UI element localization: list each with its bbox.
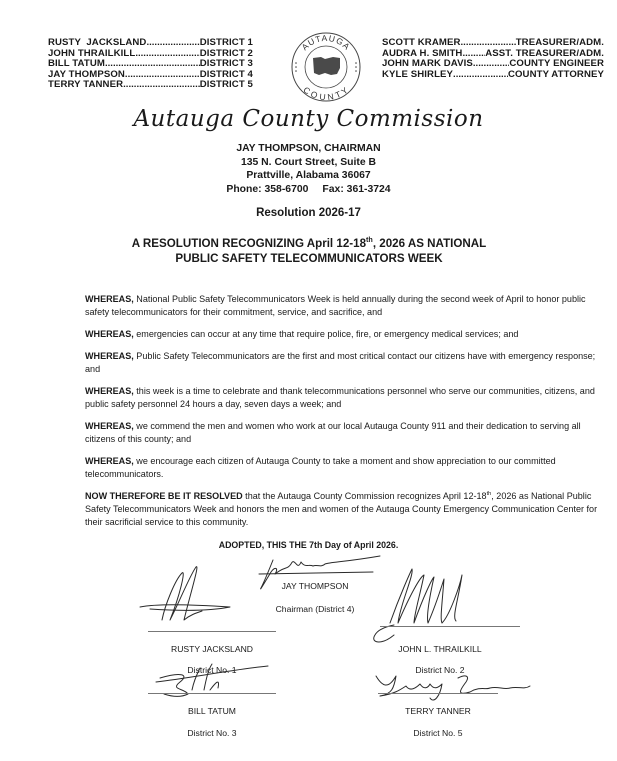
whereas-paragraph: [85, 328, 605, 341]
district2-signature-line: [380, 626, 520, 627]
roster-name: JAY THOMPSON: [48, 68, 125, 80]
headline-sup: th: [366, 235, 373, 245]
para-lead: WHEREAS,: [85, 294, 134, 304]
roster-name: AUDRA H. SMITH: [382, 47, 463, 59]
roster-name: TERRY TANNER: [48, 79, 124, 91]
district3-signature-line: [148, 693, 276, 694]
seal-bottom-text: COUNTY: [301, 84, 351, 102]
roster-name: BILL TATUM: [48, 58, 105, 70]
district1-name: RUSTY JACKSLAND: [171, 644, 253, 654]
district5-signature-line: [378, 693, 498, 694]
para-lead: WHEREAS,: [85, 350, 134, 361]
chairman-line: JAY THOMPSON, CHAIRMAN: [236, 143, 381, 154]
district3-signature: [150, 660, 290, 700]
roster-role: DISTRICT 2: [199, 47, 253, 59]
para-text: Public Safety Telecommunicators are the first and most critical contact our citizens have with emergency response; and: [85, 350, 596, 374]
para-text: this week is a time to celebrate and thank telecommunications personnel who serve our communities, citizens, and public safety personnel 24 hours a day, seven days a week; and: [85, 385, 595, 409]
district2-name: JOHN L. THRAILKILL: [398, 644, 482, 654]
fax: Fax: 361-3724: [322, 183, 391, 195]
address-line-1: 135 N. Court Street, Suite B: [240, 156, 377, 168]
roster-name: JOHN THRAILKILL: [48, 47, 136, 59]
resolved-text2: , 2026 as National Public Safety Telecommunicators Week and honors the men and women of the Autauga County Emergency Communication Center for their sacrificial service to this community.: [85, 490, 598, 528]
district3-title: District No. 3: [187, 728, 237, 738]
roster-row: [48, 80, 253, 91]
roster-name: JOHN MARK DAVIS: [382, 58, 473, 70]
chairman-title: Chairman (District 4): [275, 604, 355, 614]
roster-name: SCOTT KRAMER: [382, 37, 461, 48]
para-text: National Public Safety Telecommunicators Week is held annually during the second week of April to honor public safety telecommunicators for their commitment, service, and sacrifice, and: [85, 294, 586, 318]
roster-role: COUNTY ENGINEER: [509, 58, 604, 70]
chairman-name: JAY THOMPSON: [281, 581, 349, 591]
roster-role: DISTRICT 1: [199, 37, 253, 48]
district5-signature: [370, 668, 540, 708]
county-seal-icon: [285, 30, 367, 102]
district1-signature: [140, 565, 280, 625]
para-lead: WHEREAS,: [85, 455, 134, 466]
whereas-paragraph: [85, 455, 605, 482]
whereas-paragraph: [85, 293, 605, 320]
svg-text:COUNTY: [301, 85, 350, 102]
staff-roster: [382, 38, 604, 80]
headline-part1: A RESOLUTION RECOGNIZING April 12-18: [131, 237, 367, 250]
roster-role: COUNTY ATTORNEY: [507, 68, 604, 80]
contact-block: [0, 142, 617, 196]
resolution-number: Resolution 2026-17: [256, 207, 361, 219]
para-lead: WHEREAS,: [85, 329, 134, 339]
address-line-2: Prattville, Alabama 36067: [246, 170, 371, 181]
svg-text:AUTAUGA: [300, 33, 353, 52]
county-seal: [285, 30, 367, 102]
para-text: emergencies can occur at any time that require police, fire, or emergency medical services; and: [133, 329, 519, 339]
para-text: we commend the men and women who work at our local Autauga County 911 and their dedication to serving all citizens of this county; and: [85, 420, 581, 444]
district5-name: TERRY TANNER: [405, 706, 471, 716]
roster-role: TREASURER/ADM.: [515, 37, 604, 48]
roster-row: [48, 38, 253, 49]
headline-part2: , 2026 AS NATIONAL PUBLIC SAFETY TELECOMMUNICATORS WEEK: [175, 237, 487, 265]
para-lead: WHEREAS,: [85, 420, 134, 431]
commissioners-roster: [48, 38, 253, 91]
para-lead: WHEREAS,: [85, 385, 134, 396]
roster-role: DISTRICT 3: [199, 58, 253, 70]
phone: Phone: 358-6700: [226, 183, 309, 195]
seal-top-text: AUTAUGA: [299, 32, 353, 53]
commission-title: Autauga County Commission: [133, 106, 484, 132]
para-text: we encourage each citizen of Autauga County to take a moment and show appreciation to our committed telecommunicators.: [85, 455, 556, 479]
resolved-text1: that the Autauga County Commission recognizes April 12-18: [242, 490, 487, 501]
whereas-paragraph: [85, 420, 605, 447]
resolution-body: [85, 293, 605, 538]
roster-row: [382, 38, 604, 49]
roster-role: ASST. TREASURER/ADM.: [485, 47, 604, 59]
roster-name: KYLE SHIRLEY: [382, 68, 454, 80]
roster-name: RUSTY JACKSLAND: [48, 37, 147, 48]
district2-title: District No. 2: [415, 665, 465, 675]
resolved-paragraph: [85, 490, 605, 530]
district5-title: District No. 5: [413, 728, 463, 738]
adopted-line: ADOPTED, THIS THE 7th Day of April 2026.: [218, 540, 399, 550]
district1-signature-line: [148, 631, 276, 632]
phone-fax-line: [0, 183, 617, 197]
resolved-lead: NOW THEREFORE BE IT RESOLVED: [85, 490, 243, 501]
district1-title: District No. 1: [187, 665, 237, 675]
resolution-headline: [110, 237, 508, 266]
district3-name: BILL TATUM: [188, 706, 236, 716]
roster-role: DISTRICT 4: [199, 68, 253, 80]
resolved-sup: th: [486, 490, 492, 497]
whereas-paragraph: [85, 385, 605, 412]
whereas-paragraph: [85, 350, 605, 377]
district2-signature: [370, 565, 510, 645]
roster-role: DISTRICT 5: [199, 79, 253, 91]
roster-row: [382, 70, 604, 81]
